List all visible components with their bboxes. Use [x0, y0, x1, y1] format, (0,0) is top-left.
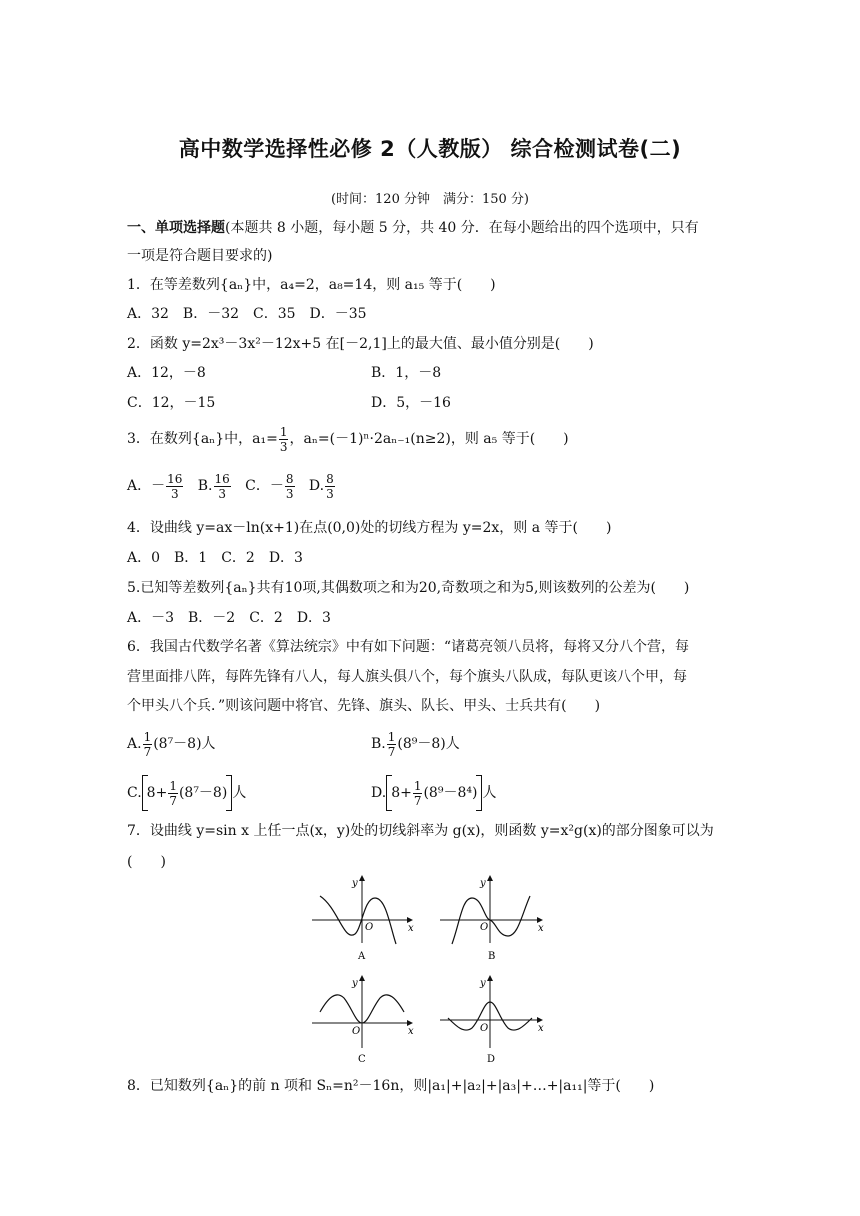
question-5-stem: 5.已知等差数列{aₙ}共有10项,其偶数项之和为20,奇数项之和为5,则该数列的公差为( ) — [127, 580, 690, 596]
option-a-label: A．－ — [127, 478, 166, 494]
denominator: 7 — [143, 744, 152, 759]
fraction — [166, 472, 183, 501]
numerator: 1 — [387, 729, 396, 744]
bracket — [142, 775, 233, 811]
option-label: D. — [371, 785, 387, 801]
question-7-line-1: 7．设曲线 y=sin x 上任一点(x，y)处的切线斜率为 g(x)，则函数 y=x²g(x)的部分图象可以为 — [127, 823, 714, 839]
fraction — [285, 472, 295, 501]
numerator: 1 — [413, 778, 422, 793]
fraction — [214, 472, 231, 501]
numerator: 8 — [326, 471, 334, 486]
axis-x-label: x — [538, 1023, 544, 1034]
denominator: 7 — [413, 793, 422, 808]
origin-label: O — [352, 1026, 361, 1037]
fraction — [325, 472, 335, 501]
axis-y-label: y — [480, 878, 486, 889]
fraction — [279, 425, 289, 454]
question-6-line-1: 6．我国古代数学名著《算法统宗》中有如下问题：“诸葛亮领八员将，每将又分八个营，每 — [127, 639, 690, 655]
option-d-label: D. — [308, 478, 325, 494]
option-label: C. — [127, 785, 142, 801]
question-6-option-b — [371, 728, 460, 760]
denominator: 7 — [169, 793, 177, 808]
option-b-label: B. — [197, 478, 213, 494]
fraction — [413, 779, 423, 808]
question-6-option-c — [127, 775, 246, 811]
question-3-stem-post: ，aₙ=(－1)ⁿ·2aₙ₋₁(n≥2)，则 a₅ 等于( ) — [289, 431, 569, 447]
graph-c — [312, 976, 414, 1065]
option-expression: (8⁹－8)人 — [397, 736, 460, 752]
origin-label: O — [480, 922, 489, 933]
page-title: 高中数学选择性必修 2（人教版） 综合检测试卷(二) — [178, 137, 682, 161]
denominator: 7 — [387, 744, 396, 759]
denominator: 3 — [170, 486, 179, 501]
question-7-graphs — [300, 868, 560, 1068]
question-3-options — [127, 470, 336, 502]
axis-y-label: y — [352, 978, 358, 989]
option-expression: (8⁷－8) — [178, 785, 228, 801]
numerator: 16 — [214, 471, 230, 486]
question-4-options: A．0 B．1 C．2 D．3 — [127, 550, 303, 566]
bracket-prefix: 8+ — [391, 785, 412, 801]
option-expression: (8⁷－8)人 — [153, 736, 216, 752]
option-label: A. — [127, 736, 142, 752]
graph-label: A — [358, 951, 366, 962]
origin-label: O — [365, 922, 374, 933]
axis-y-label: y — [480, 978, 486, 989]
question-8-stem: 8．已知数列{aₙ}的前 n 项和 Sₙ=n²－16n，则|a₁|+|a₂|+|a₃|+…+|a₁₁|等于( ) — [127, 1078, 655, 1094]
option-unit: 人 — [232, 785, 247, 801]
graph-label: C — [358, 1054, 366, 1065]
axis-y-label: y — [352, 878, 358, 889]
graph-label: D — [487, 1054, 496, 1065]
question-7-line-2: ( ) — [127, 854, 166, 870]
section-instructions-2: 一项是符合题目要求的) — [127, 248, 273, 264]
question-5-options: A．－3 B．－2 C．2 D．3 — [127, 610, 331, 626]
graph-b — [440, 876, 544, 962]
denominator: 3 — [326, 486, 334, 501]
fraction — [143, 730, 153, 759]
graph-d — [440, 976, 544, 1065]
question-6-line-3: 个甲头八个兵．”则该问题中将官、先锋、旗头、队长、甲头、士兵共有( ) — [127, 698, 601, 714]
section-instructions-1: (本题共 8 小题，每小题 5 分，共 40 分．在每小题给出的四个选项中，只有 — [225, 220, 699, 236]
denominator: 3 — [218, 486, 226, 501]
question-2-option-d: D．5，－16 — [371, 395, 451, 411]
graph-a — [312, 876, 414, 962]
numerator: 1 — [143, 729, 152, 744]
question-1-stem: 1．在等差数列{aₙ}中，a₄=2，a₈=14，则 a₁₅ 等于( ) — [127, 277, 496, 293]
axis-x-label: x — [538, 923, 544, 934]
bracket-prefix: 8+ — [146, 785, 168, 801]
axis-x-label: x — [408, 1026, 414, 1037]
numerator: 1 — [279, 424, 288, 439]
exam-info: (时间：120 分钟 满分：150 分) — [330, 192, 530, 207]
question-6-line-2: 营里面排八阵，每阵先锋有八人，每人旗头俱八个，每个旗头八队成，每队更该八个甲，每 — [127, 669, 687, 685]
question-6-option-a — [127, 728, 216, 760]
question-1-options: A．32 B．－32 C．35 D．－35 — [127, 306, 367, 322]
fraction — [387, 730, 397, 759]
section-heading: 一、单项选择题 — [127, 220, 225, 236]
question-2-option-c: C．12，－15 — [127, 395, 216, 411]
option-c-label: C．－ — [245, 478, 284, 494]
question-3-stem — [127, 423, 569, 455]
numerator: 8 — [285, 471, 294, 486]
option-label: B. — [371, 736, 386, 752]
axis-x-label: x — [408, 923, 414, 934]
bracket — [386, 775, 482, 811]
graph-label: B — [488, 951, 496, 962]
origin-label: O — [480, 1023, 489, 1034]
denominator: 3 — [285, 486, 294, 501]
fraction — [168, 779, 178, 808]
question-2-stem: 2．函数 y=2x³－3x²－12x+5 在[－2,1]上的最大值、最小值分别是( ) — [127, 336, 594, 352]
option-unit: 人 — [482, 785, 497, 801]
numerator: 1 — [169, 778, 177, 793]
question-2-option-a: A．12，－8 — [127, 365, 206, 381]
question-6-option-d — [371, 775, 496, 811]
question-2-option-b: B．1，－8 — [371, 365, 442, 381]
section-instructions-line-1 — [127, 219, 699, 237]
numerator: 16 — [167, 471, 183, 486]
question-3-stem-pre: 3．在数列{aₙ}中，a₁= — [127, 431, 278, 447]
denominator: 3 — [279, 439, 288, 454]
option-expression: (8⁹－8⁴) — [423, 785, 478, 801]
question-4-stem: 4．设曲线 y=ax－ln(x+1)在点(0,0)处的切线方程为 y=2x，则 a 等于( ) — [127, 520, 612, 536]
